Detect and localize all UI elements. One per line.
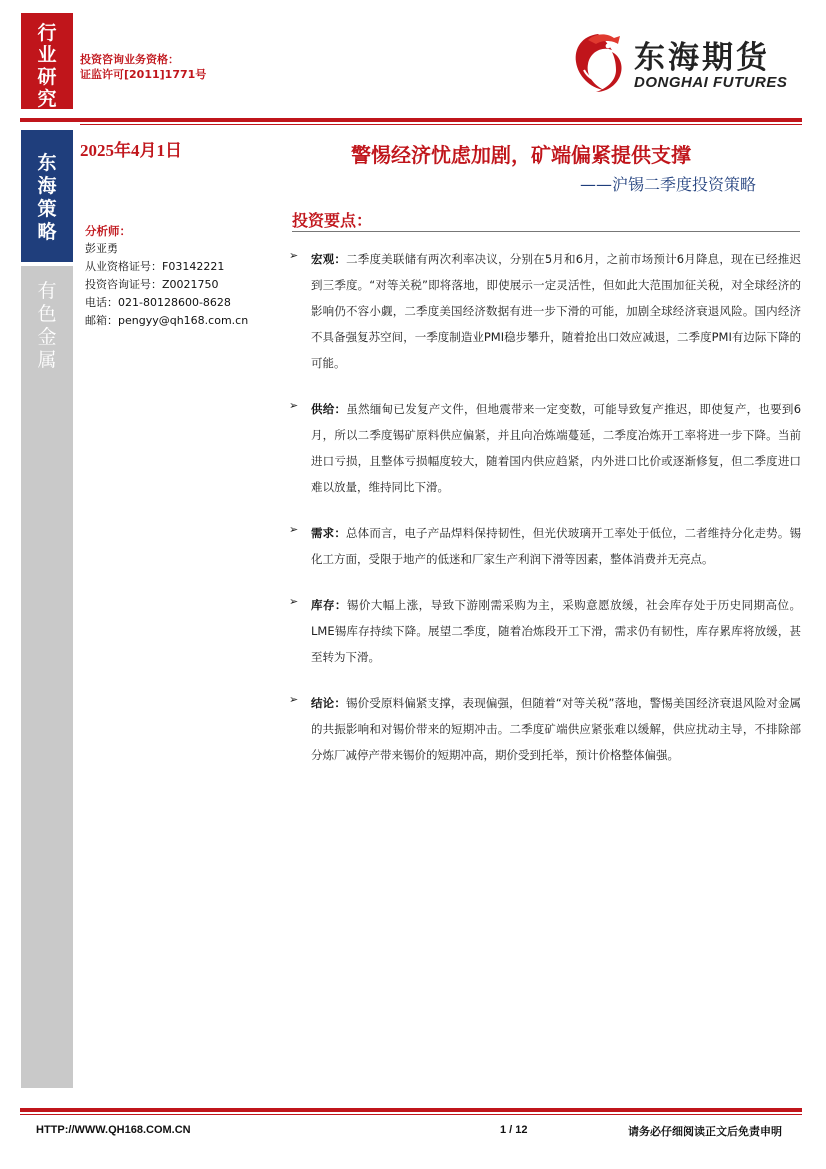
point-text: 二季度美联储有两次利率决议，分别在5月和6月，之前市场预计6月降息，现在已经推迟到三季度。“对等关税”即将落地，即使展示一定灵活性，但如此大范围加征关税，对全球经济的影响仍不容小觑，二季度美国经济数据有进一步下滑的可能，加剧全球经济衰退风险。国内经济不具备强复苏空间，一季度制造业PMI稳步攀升，随着抢出口效应减退，二季度PMI有边际下降的可能。 — [311, 252, 801, 370]
section-divider — [292, 231, 800, 232]
section-heading: 投资要点： — [292, 211, 373, 230]
footer-url-link[interactable]: HTTP://WWW.QH168.COM.CN — [36, 1124, 191, 1136]
point-text: 虽然缅甸已发复产文件，但地震带来一定变数，可能导致复产推迟，即使复产，也要到6月，所以二季度锡矿原料供应偏紧，并且向冶炼端蔓延，二季度冶炼开工率将进一步下降。当前进口亏损，且整体亏损幅度较大，随着国内供应趋紧，内外进口比价或逐渐修复，但二季度进口难以放量，维持同比下滑。 — [311, 402, 802, 494]
report-date: 2025年4月1日 — [80, 141, 182, 160]
logo-name-cn: 东海期货 — [634, 40, 770, 76]
sector-tab — [21, 266, 73, 1088]
point-conclusion — [289, 690, 801, 768]
point-inventory — [289, 592, 801, 670]
point-key: 需求： — [311, 526, 347, 540]
point-demand — [289, 520, 801, 572]
qualification-line-1: 投资咨询业务资格： — [80, 53, 179, 66]
point-macro — [289, 246, 801, 376]
page-number: 1 / 12 — [500, 1124, 528, 1136]
analyst-consult: 投资咨询证号：Z0021750 — [85, 278, 219, 291]
analyst-name: 彭亚勇 — [85, 242, 118, 255]
arrow-bullet-icon: ➢ — [289, 595, 299, 608]
analyst-cert: 从业资格证号：F03142221 — [85, 260, 225, 273]
point-body — [311, 396, 801, 500]
analyst-phone: 电话：021-80128600-8628 — [85, 296, 231, 309]
qualification-block — [80, 52, 206, 82]
logo-name-en: DONGHAI FUTURES — [634, 74, 788, 91]
point-supply — [289, 396, 801, 500]
brand-label: 东 海 策 略 — [37, 152, 57, 243]
analyst-email[interactable]: 邮箱：pengyy@qh168.com.cn — [85, 314, 249, 327]
point-body — [311, 246, 801, 376]
footer-disclaimer: 请务必仔细阅读正文后免责申明 — [628, 1125, 782, 1138]
footer-rule-thin — [20, 1114, 802, 1115]
analyst-block — [85, 222, 248, 330]
point-text: 总体而言，电子产品焊料保持韧性，但光伏玻璃开工率处于低位，二者维持分化走势。锡化工方面，受限于地产的低迷和厂家生产利润下滑等因素，整体消费并无亮点。 — [311, 526, 801, 566]
point-text: 锡价大幅上涨，导致下游刚需采购为主，采购意愿放缓，社会库存处于历史同期高位。LME锡库存持续下降。展望二季度，随着冶炼段开工下滑，需求仍有韧性，库存累库将放缓，甚至转为下滑。 — [311, 598, 801, 664]
donghai-logo — [568, 30, 800, 96]
point-key: 结论： — [311, 696, 346, 710]
arrow-bullet-icon: ➢ — [289, 249, 299, 262]
key-points — [289, 246, 801, 788]
category-label: 行 业 研 究 — [37, 22, 57, 110]
brand-tab — [21, 130, 73, 262]
report-title: 警惕经济忧虑加剧，矿端偏紧提供支撑 — [351, 143, 691, 167]
header-rule-thin — [80, 124, 802, 125]
sector-label: 有 色 金 属 — [37, 280, 57, 371]
qualification-line-2: 证监许可[2011]1771号 — [80, 68, 207, 81]
point-key: 供给： — [311, 402, 347, 416]
report-subtitle: ——沪锡二季度投资策略 — [580, 175, 757, 194]
point-body — [311, 592, 801, 670]
point-body — [311, 520, 801, 572]
point-body — [311, 690, 801, 768]
footer-rule — [20, 1108, 802, 1112]
arrow-bullet-icon: ➢ — [289, 399, 299, 412]
category-tab — [21, 13, 73, 109]
point-key: 宏观： — [311, 252, 347, 266]
arrow-bullet-icon: ➢ — [289, 693, 299, 706]
point-key: 库存： — [311, 598, 347, 612]
header-rule — [20, 118, 802, 122]
arrow-bullet-icon: ➢ — [289, 523, 299, 536]
analyst-label: 分析师： — [85, 224, 131, 238]
point-text: 锡价受原料偏紧支撑，表现偏强，但随着“对等关税”落地，警惕美国经济衰退风险对金属的共振影响和对锡价带来的短期冲击。二季度矿端供应紧张难以缓解，供应扰动主导，不排除部分炼厂减停产带来锡价的短期冲高，期价受到托举，预计价格整体偏强。 — [311, 696, 802, 762]
dragon-emblem-icon — [568, 30, 632, 96]
